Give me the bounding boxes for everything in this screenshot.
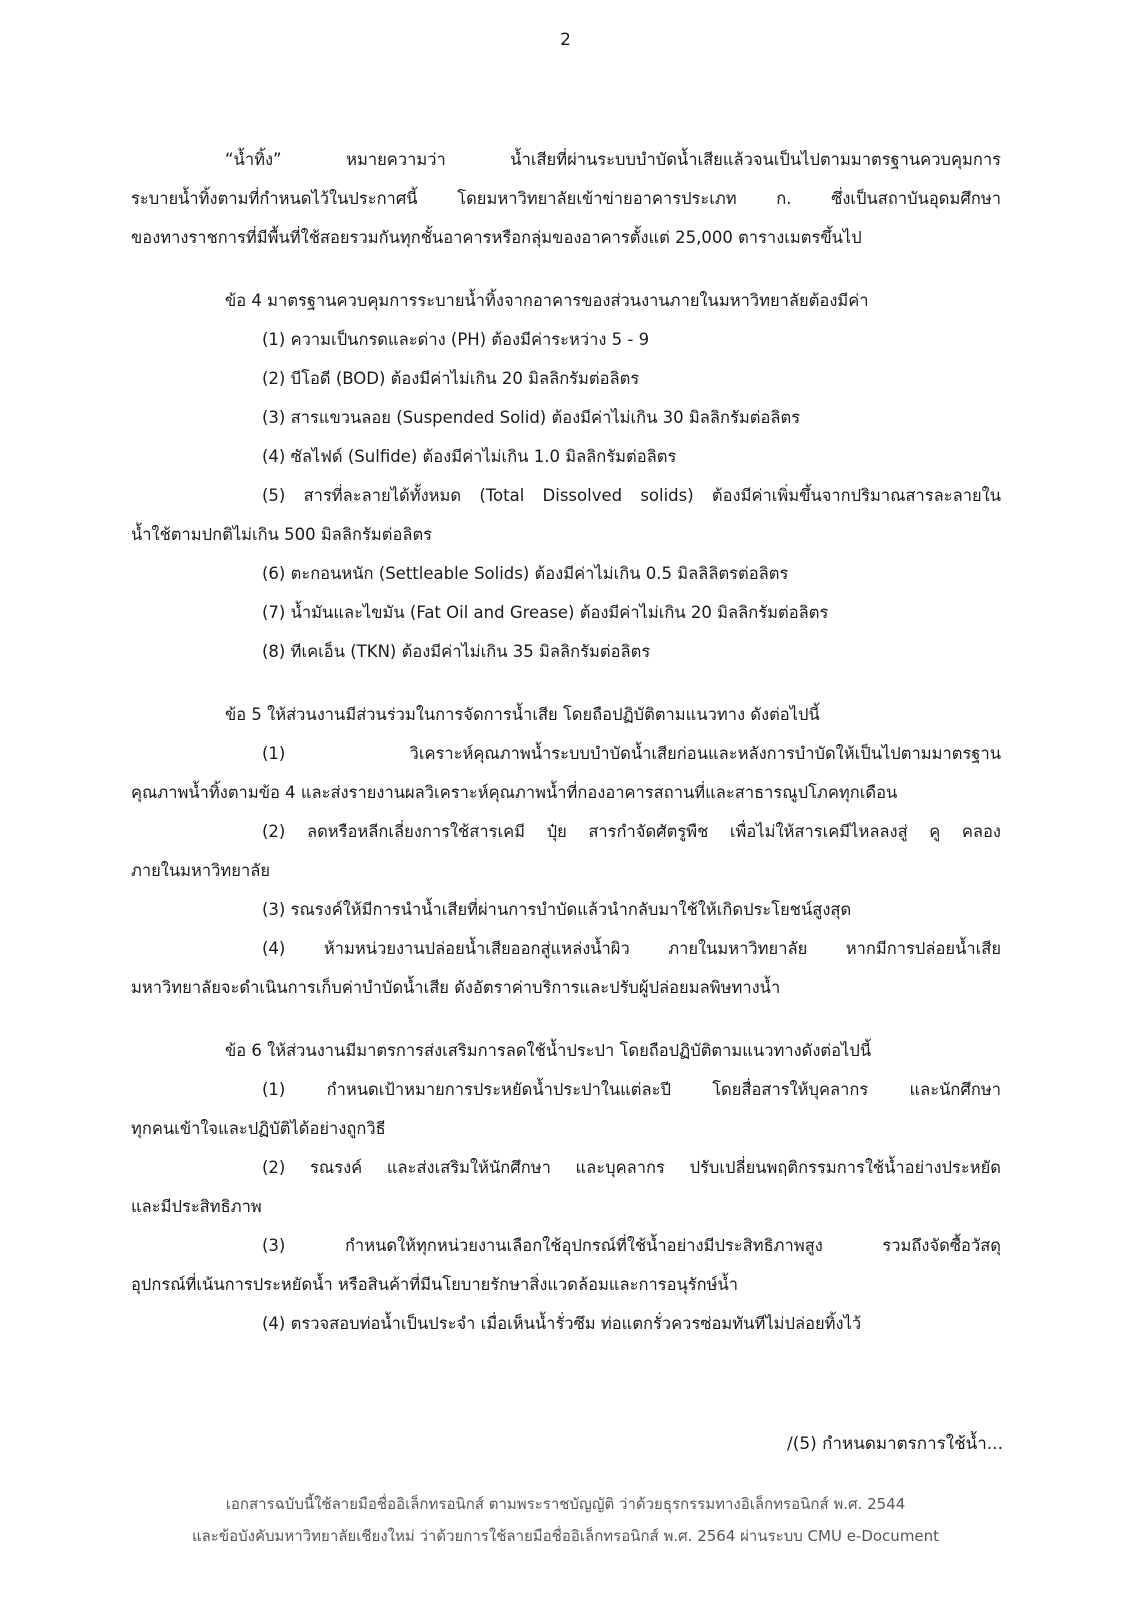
section-5-heading: ข้อ 5 ให้ส่วนงานมีส่วนร่วมในการจัดการน้ำเสีย โดยถือปฏิบัติตามแนวทาง ดังต่อไปนี้	[225, 705, 820, 724]
section-6-item-3: (3) กำหนดให้ทุกหน่วยงานเลือกใช้อุปกรณ์ที่ใช้น้ำอย่างมีประสิทธิภาพสูง รวมถึงจัดซื้อวัสดุ	[262, 1236, 1001, 1255]
footer-line-2: และข้อบังคับมหาวิทยาลัยเชียงใหม่ ว่าด้วยการใช้ลายมือชื่ออิเล็กทรอนิกส์ พ.ศ. 2564 ผ่านระบบ CMU e-Document	[191, 1527, 940, 1545]
section-4-item-8: (8) ทีเคเอ็น (TKN) ต้องมีค่าไม่เกิน 35 มิลลิกรัมต่อลิตร	[262, 642, 651, 661]
section-4-item-7: (7) น้ำมันและไขมัน (Fat Oil and Grease) ต้องมีค่าไม่เกิน 20 มิลลิกรัมต่อลิตร	[262, 603, 829, 622]
section-5-item-3: (3) รณรงค์ให้มีการนำน้ำเสียที่ผ่านการบำบัดแล้วนำกลับมาใช้ให้เกิดประโยชน์สูงสุด	[262, 900, 852, 919]
footer-line-1: เอกสารฉบับนี้ใช้ลายมือชื่ออิเล็กทรอนิกส์ ตามพระราชบัญญัติ ว่าด้วยธุรกรรมทางอิเล็กทรอนิกส์ พ.ศ. 2544	[225, 1495, 906, 1513]
section-4-item-2: (2) บีโอดี (BOD) ต้องมีค่าไม่เกิน 20 มิลลิกรัมต่อลิตร	[262, 369, 640, 388]
section-6-item-2-cont: และมีประสิทธิภาพ	[131, 1197, 262, 1216]
section-6-heading: ข้อ 6 ให้ส่วนงานมีมาตรการส่งเสริมการลดใช้น้ำประปา โดยถือปฏิบัติตามแนวทางดังต่อไปนี้	[225, 1041, 872, 1060]
definition-line-1: “น้ำทิ้ง” หมายความว่า น้ำเสียที่ผ่านระบบบำบัดน้ำเสียแล้วจนเป็นไปตามมาตรฐานควบคุมการ	[225, 150, 1001, 169]
section-4-item-6: (6) ตะกอนหนัก (Settleable Solids) ต้องมีค่าไม่เกิน 0.5 มิลลิลิตรต่อลิตร	[262, 564, 789, 583]
section-4-item-3: (3) สารแขวนลอย (Suspended Solid) ต้องมีค่าไม่เกิน 30 มิลลิกรัมต่อลิตร	[262, 408, 801, 427]
section-5-item-1: (1) วิเคราะห์คุณภาพน้ำระบบบำบัดน้ำเสียก่อนและหลังการบำบัดให้เป็นไปตามมาตรฐาน	[262, 744, 1001, 763]
section-4-item-5: (5) สารที่ละลายได้ทั้งหมด (Total Dissolved solids) ต้องมีค่าเพิ่มขึ้นจากปริมาณสารละลายใน	[262, 486, 1001, 505]
section-4-heading: ข้อ 4 มาตรฐานควบคุมการระบายน้ำทิ้งจากอาคารของส่วนงานภายในมหาวิทยาลัยต้องมีค่า	[225, 291, 869, 310]
section-6-item-1: (1) กำหนดเป้าหมายการประหยัดน้ำประปาในแต่ละปี โดยสื่อสารให้บุคลากร และนักศึกษา	[262, 1080, 1001, 1099]
section-5-item-4-cont: มหาวิทยาลัยจะดำเนินการเก็บค่าบำบัดน้ำเสีย ดังอัตราค่าบริการและปรับผู้ปล่อยมลพิษทางน้ำ	[131, 978, 781, 997]
section-4-item-4: (4) ซัลไฟด์ (Sulfide) ต้องมีค่าไม่เกิน 1.0 มิลลิกรัมต่อลิตร	[262, 447, 677, 466]
section-5-item-2: (2) ลดหรือหลีกเลี่ยงการใช้สารเคมี ปุ๋ย สารกำจัดศัตรูพืช เพื่อไม่ให้สารเคมีไหลลงสู่ คู คลอง	[262, 822, 1001, 841]
section-6-item-2: (2) รณรงค์ และส่งเสริมให้นักศึกษา และบุคลากร ปรับเปลี่ยนพฤติกรรมการใช้น้ำอย่างประหยัด	[262, 1158, 1001, 1177]
continuation-marker: /(5) กำหนดมาตรการใช้น้ำ...	[786, 1434, 1003, 1454]
section-6-item-3-cont: อุปกรณ์ที่เน้นการประหยัดน้ำ หรือสินค้าที่มีนโยบายรักษาสิ่งแวดล้อมและการอนุรักษ์น้ำ	[131, 1275, 739, 1294]
section-5-item-2-cont: ภายในมหาวิทยาลัย	[131, 861, 271, 880]
definition-line-2: ระบายน้ำทิ้งตามที่กำหนดไว้ในประกาศนี้ โดยมหาวิทยาลัยเข้าข่ายอาคารประเภท ก. ซึ่งเป็นสถาบันอุดมศึกษา	[131, 189, 1001, 208]
section-4-item-5-cont: น้ำใช้ตามปกติไม่เกิน 500 มิลลิกรัมต่อลิตร	[131, 525, 433, 544]
section-5-item-4: (4) ห้ามหน่วยงานปล่อยน้ำเสียออกสู่แหล่งน้ำผิว ภายในมหาวิทยาลัย หากมีการปล่อยน้ำเสีย	[262, 939, 1001, 958]
definition-line-3: ของทางราชการที่มีพื้นที่ใช้สอยรวมกันทุกชั้นอาคารหรือกลุ่มของอาคารตั้งแต่ 25,000 ตารางเมตรขึ้นไป	[131, 228, 862, 247]
section-6-item-4: (4) ตรวจสอบท่อน้ำเป็นประจำ เมื่อเห็นน้ำรั่วซึม ท่อแตกรั่วควรซ่อมทันทีไม่ปล่อยทิ้งไว้	[262, 1314, 862, 1333]
section-4-item-1: (1) ความเป็นกรดและด่าง (PH) ต้องมีค่าระหว่าง 5 - 9	[262, 330, 650, 349]
page-number: 2	[560, 30, 571, 50]
section-5-item-1-cont: คุณภาพน้ำทิ้งตามข้อ 4 และส่งรายงานผลวิเคราะห์คุณภาพน้ำที่กองอาคารสถานที่และสาธารณูปโภคทุกเดือน	[131, 783, 898, 802]
section-6-item-1-cont: ทุกคนเข้าใจและปฏิบัติได้อย่างถูกวิธี	[131, 1119, 386, 1138]
